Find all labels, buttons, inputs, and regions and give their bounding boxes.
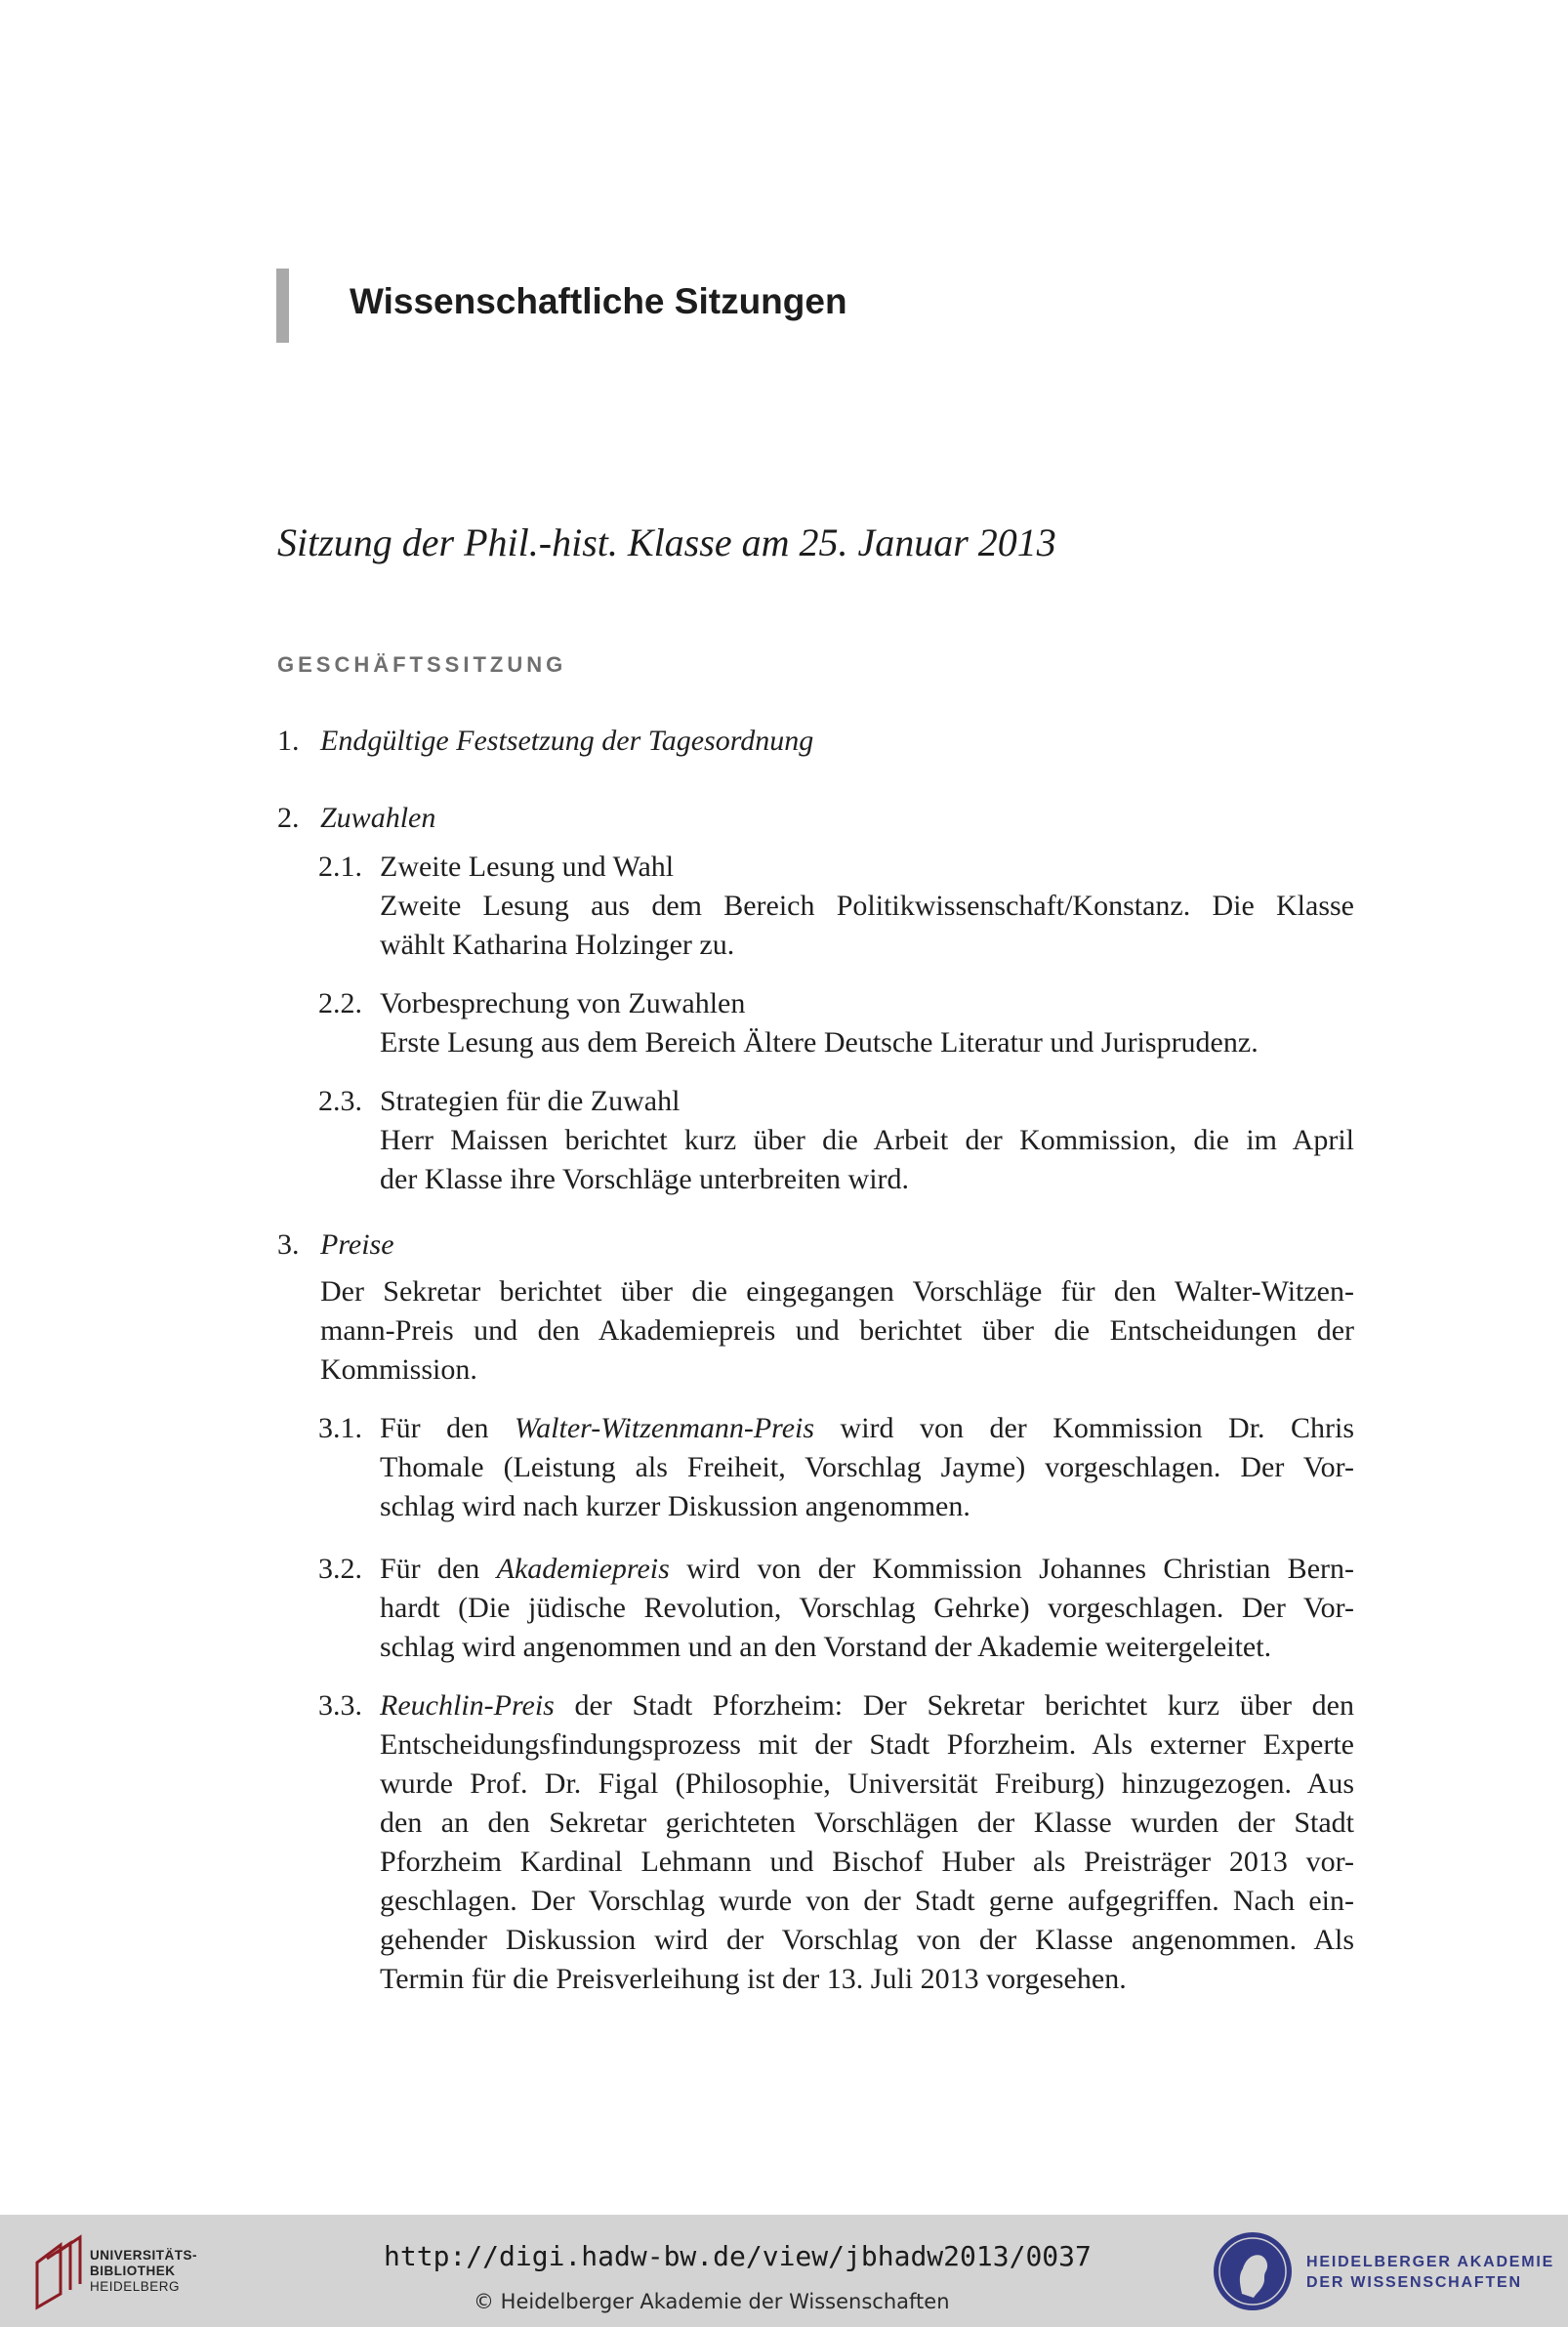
subitem-text-line: Zweite Lesung aus dem Bereich Politikwissenschaft/Konstanz. Die Klasse: [380, 890, 1354, 922]
university-library-logo-icon: [31, 2233, 84, 2311]
footer-bar: [0, 2215, 1568, 2327]
subitem-number: 2.2.: [318, 987, 362, 1019]
subitem-text-line: Pforzheim Kardinal Lehmann und Bischof Huber als Preisträger 2013 vor-: [380, 1846, 1354, 1878]
subitem-text-line: schlag wird nach kurzer Diskussion angenommen.: [380, 1490, 970, 1522]
subitem-text-line: Für den Walter-Witzenmann-Preis wird von der Kommission Dr. Chris: [380, 1412, 1354, 1444]
permalink-url[interactable]: http://digi.hadw-bw.de/view/jbhadw2013/0037: [384, 2240, 1092, 2272]
subitem-text-line: schlag wird angenommen und an den Vorstand der Akademie weitergeleitet.: [380, 1631, 1272, 1663]
subitem-number: 3.3.: [318, 1689, 362, 1722]
item-number: 2.: [277, 802, 300, 834]
subitem-text-line: der Klasse ihre Vorschläge unterbreiten wird.: [380, 1163, 910, 1195]
subitem-text-line: Herr Maissen berichtet kurz über die Arbeit der Kommission, die im April: [380, 1124, 1354, 1156]
subitem-text-line: Erste Lesung aus dem Bereich Ältere Deutsche Literatur und Jurisprudenz.: [380, 1026, 1259, 1059]
subitem-text-line: Reuchlin-Preis der Stadt Pforzheim: Der Sekretar berichtet kurz über den: [380, 1689, 1354, 1722]
item-number: 3.: [277, 1228, 300, 1261]
subitem-title: Strategien für die Zuwahl: [380, 1085, 681, 1117]
item-text-line: Kommission.: [320, 1353, 477, 1386]
subitem-text-line: Termin für die Preisverleihung ist der 13. Juli 2013 vorgesehen.: [380, 1963, 1127, 1995]
session-title: Sitzung der Phil.-hist. Klasse am 25. Januar 2013: [277, 520, 1056, 564]
subitem-number: 3.2.: [318, 1553, 362, 1585]
item-title: Endgültige Festsetzung der Tagesordnung: [320, 725, 814, 757]
academy-name: HEIDELBERGER AKADEMIE DER WISSENSCHAFTEN: [1306, 2254, 1555, 2291]
subitem-text-line: gehender Diskussion wird der Vorschlag von der Klasse angenommen. Als: [380, 1924, 1354, 1956]
subitem-title: Vorbesprechung von Zuwahlen: [380, 987, 746, 1019]
item-text-line: mann-Preis und den Akademiepreis und berichtet über die Entscheidungen der: [320, 1314, 1354, 1347]
subitem-text-line: Entscheidungsfindungsprozess mit der Stadt Pforzheim. Als externer Experte: [380, 1728, 1354, 1761]
prize-name: Walter-Witzenmann-Preis: [514, 1412, 815, 1444]
prize-name: Akademiepreis: [496, 1553, 670, 1585]
subitem-number: 3.1.: [318, 1412, 362, 1444]
subitem-text-line: Für den Akademiepreis wird von der Kommission Johannes Christian Bern-: [380, 1553, 1354, 1585]
item-title: Preise: [320, 1228, 394, 1261]
subitem-number: 2.3.: [318, 1085, 362, 1117]
subitem-text-line: Thomale (Leistung als Freiheit, Vorschlag Jayme) vorgeschlagen. Der Vor-: [380, 1451, 1354, 1483]
subitem-text-line: wählt Katharina Holzinger zu.: [380, 929, 735, 961]
section-marker-bar: [276, 269, 289, 343]
subitem-text-line: geschlagen. Der Vorschlag wurde von der Stadt gerne aufgegriffen. Nach ein-: [380, 1885, 1354, 1917]
item-text-line: Der Sekretar berichtet über die eingegangen Vorschläge für den Walter-Witzen-: [320, 1275, 1354, 1308]
item-number: 1.: [277, 725, 300, 757]
academy-seal-icon: [1211, 2229, 1295, 2313]
subitem-text-line: hardt (Die jüdische Revolution, Vorschlag Gehrke) vorgeschlagen. Der Vor-: [380, 1592, 1354, 1624]
business-session-heading: GESCHÄFTSSITZUNG: [277, 652, 567, 677]
university-library-name: UNIVERSITÄTS- BIBLIOTHEK HEIDELBERG: [90, 2248, 198, 2294]
item-title: Zuwahlen: [320, 802, 436, 834]
subitem-title: Zweite Lesung und Wahl: [380, 851, 675, 883]
copyright-notice: © Heidelberger Akademie der Wissenschaften: [474, 2290, 950, 2313]
subitem-text-line: wurde Prof. Dr. Figal (Philosophie, Universität Freiburg) hinzugezogen. Aus: [380, 1767, 1354, 1800]
subitem-number: 2.1.: [318, 851, 362, 883]
subitem-text-line: den an den Sekretar gerichteten Vorschlägen der Klasse wurden der Stadt: [380, 1807, 1354, 1839]
section-heading: Wissenschaftliche Sitzungen: [350, 281, 847, 321]
prize-name: Reuchlin-Preis: [380, 1689, 555, 1722]
